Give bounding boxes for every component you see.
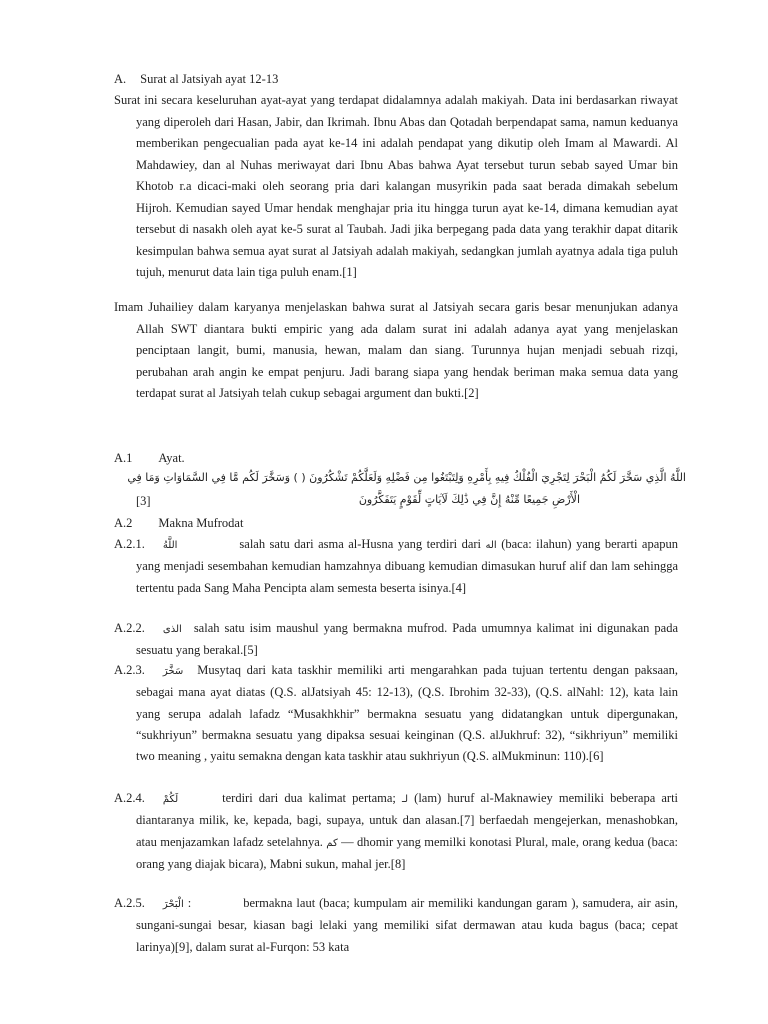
ayat-ref: [3] [136, 494, 151, 508]
ayat-line-1: اللَّهُ الَّذِي سَخَّرَ لَكُمُ الْبَحْرَ لِتَجْرِيَ الْفُلْكُ فِيهِ بِأَمْرِهِ وَلِتَبْتَغُوا مِن فَضْلِهِ وَلَعَلَّكُمْ تَشْكُرُونَ ( ) وَسَخَّرَ لَكُم مَّا فِي السَّمَاوَاتِ وَمَا فِي [127, 471, 686, 484]
item-arabic: لَكُمْ [162, 794, 179, 805]
item-number: A.2.5. [114, 896, 145, 910]
item-number: A.2.1. [114, 537, 145, 551]
item-text: salah satu dari asma al-Husna yang terdiri dari [239, 537, 482, 551]
item-arabic: الذى [162, 624, 182, 635]
heading-a2-label: A.2 [114, 516, 133, 530]
mufrodat-item-5: A.2.5. الْبَحْرَ : bermakna laut (baca; kumpulam air memiliki kandungan garam ), samudera, air asin, sungani-sungai besar, kiasan bagi lelaki yang memiliki sifat dermawan atau kuda bagus (baca; cepat larinya)[9], dalam surat al-Furqon: 53 kata [114, 896, 678, 954]
item-number: A.2.3. [114, 663, 145, 677]
item-number: A.2.4. [114, 791, 145, 805]
item-arabic: الْبَحْرَ [162, 899, 184, 910]
item-text: salah satu isim maushul yang bermakna mufrod. Pada umumnya kalimat ini digunakan pada sesuatu yang berakal.[5] [136, 621, 678, 658]
heading-a2 [114, 516, 243, 531]
paragraph-1: Surat ini secara keseluruhan ayat-ayat yang terdapat didalamnya adalah makiyah. Data ini berdasarkan riwayat yang diperoleh dari Hasan, Jabir, dan Ikrimah. Ibnu Abas dan Qotadah berpendapat sama, namun keduanya memberikan pengecualian pada ayat ke-14 ini adalah pendapat yang dikutip oleh Imam al Mawardi. Al Mahdawiey, dan al Nuhas meriwayat dari Ibnu Abas bahwa Ayat tersebut turun sebab sayed Umar bin Khotob r.a dicaci-maki oleh seorang pria dari kalangan musyrikin pada saat berada dimakah sebelum Hijroh. Kemudian sayed Umar hendak menghajar pria itu hingga turun ayat ke-14, dimana kemudian ayat tersebut di nasakh oleh ayat ke-5 surat al Taubah. Jadi jika berpegang pada data yang terakhir dapat ditarik kesimpulan bahwa semua ayat surat al Jatsiyah adalah makiyah, sedangkan jumlah ayatnya adala tiga puluh tujuh, menurut data lain tiga puluh enam.[1] [114, 93, 678, 279]
item-arabic: اللَّهُ [162, 540, 178, 551]
mufrodat-item-2 [114, 618, 678, 662]
mufrodat-item-3 [114, 660, 678, 767]
heading-a1 [114, 451, 185, 466]
item-number: A.2.2. [114, 621, 145, 635]
heading-a1-text: Ayat. [158, 451, 185, 465]
item-text: Musytaq dari kata taskhir memiliki arti mengarahkan pada tujuan tertentu dengan paksaan, sebagai mana ayat diatas (Q.S. alJatsiyah 45: 12-13), (Q.S. Ibrohim 32-33), (Q.S. alNahl: 12), kata lain yang serupa adalah lafadz “Musakhkhir” bermakna sesuatu yang didatangkan untuk dipergunakan, “sukhriyun” bermakna sesuatu yang dipaksa sesuai keinginan (Q.S. alJukhruf: 32), “sikhriyun” memiliki two meaning , yaitu semakna dengan kata taskhir atau sukhriyun (Q.S. alMukminun: 110).[6] [136, 663, 678, 764]
heading-a2-text: Makna Mufrodat [158, 516, 244, 530]
ayat-line-2-text: الْأَرْضِ جَمِيعًا مِّنْهُ إِنَّ فِي ذَٰلِكَ لَآيَاتٍ لِّقَوْمٍ يَتَفَكَّرُونَ [358, 493, 580, 506]
item-arabic: سَخَّرَ [162, 666, 184, 677]
item-arabic-3: كم [326, 837, 338, 849]
heading-a-label: A. [114, 72, 127, 86]
item-arabic-2: لـ [402, 794, 409, 805]
ayat-line-2 [359, 492, 580, 508]
item-text-2: (lam) huruf al-Maknawiey memiliki beberapa arti diantaranya milik, ke, kepada, bagi, supaya, untuk dan alasan.[7] berfaedah mengejerkan, menashobkan, atau menjazamkan lafadz setelahnya. [136, 791, 679, 849]
mufrodat-item-4 [114, 788, 678, 875]
heading-a [114, 72, 278, 87]
heading-a1-label: A.1 [114, 451, 133, 465]
item-text: terdiri dari dua kalimat pertama; [222, 791, 396, 805]
heading-a-text: Surat al Jatsiyah ayat 12-13 [140, 72, 279, 86]
mufrodat-item-1 [114, 534, 678, 599]
item-text-2: (baca: ilahun) yang berarti apapun yang menjadi sesembahan kemudian hamzahnya dibuang kemudian dimasukan huruf alif dan lam sehingga tertentu pada Sang Maha Pencipta alam semesta beserta isinya.[4] [136, 537, 679, 595]
item-text: bermakna laut (baca; kumpulam air memiliki kandungan garam ), samudera, air asin, sungani-sungai besar, kiasan bagi lelaki yang memiliki sifat dermawan atau kuda bagus (baca; cepat larinya)[9], dalam surat al-Furqon: 53 kata [136, 896, 678, 954]
paragraph-2: Imam Juhailiey dalam karyanya menjelaskan bahwa surat al Jatsiyah secara garis besar menunjukan adanya Allah SWT diantara bukti empiric yang ada dalam surat ini adalah adanya ayat yang menjelaskan penciptaan langit, bumi, manusia, hewan, malam dan siang. Turunnya hujan menjadi sebuah rizqi, perubahan arah angin ke empat penjuru. Jadi barang siapa yang hendak beriman maka semua data yang terdapat surat al Jatsiyah telah cukup sebagai argument dan bukti.[2] [114, 300, 678, 400]
item-text-3: — dhomir yang memilki konotasi Plural, male, orang kedua (baca: orang yang diajak bicara), Mabni sukun, mahal jer.[8] [136, 834, 679, 871]
item-arabic-2: اله [485, 540, 497, 551]
